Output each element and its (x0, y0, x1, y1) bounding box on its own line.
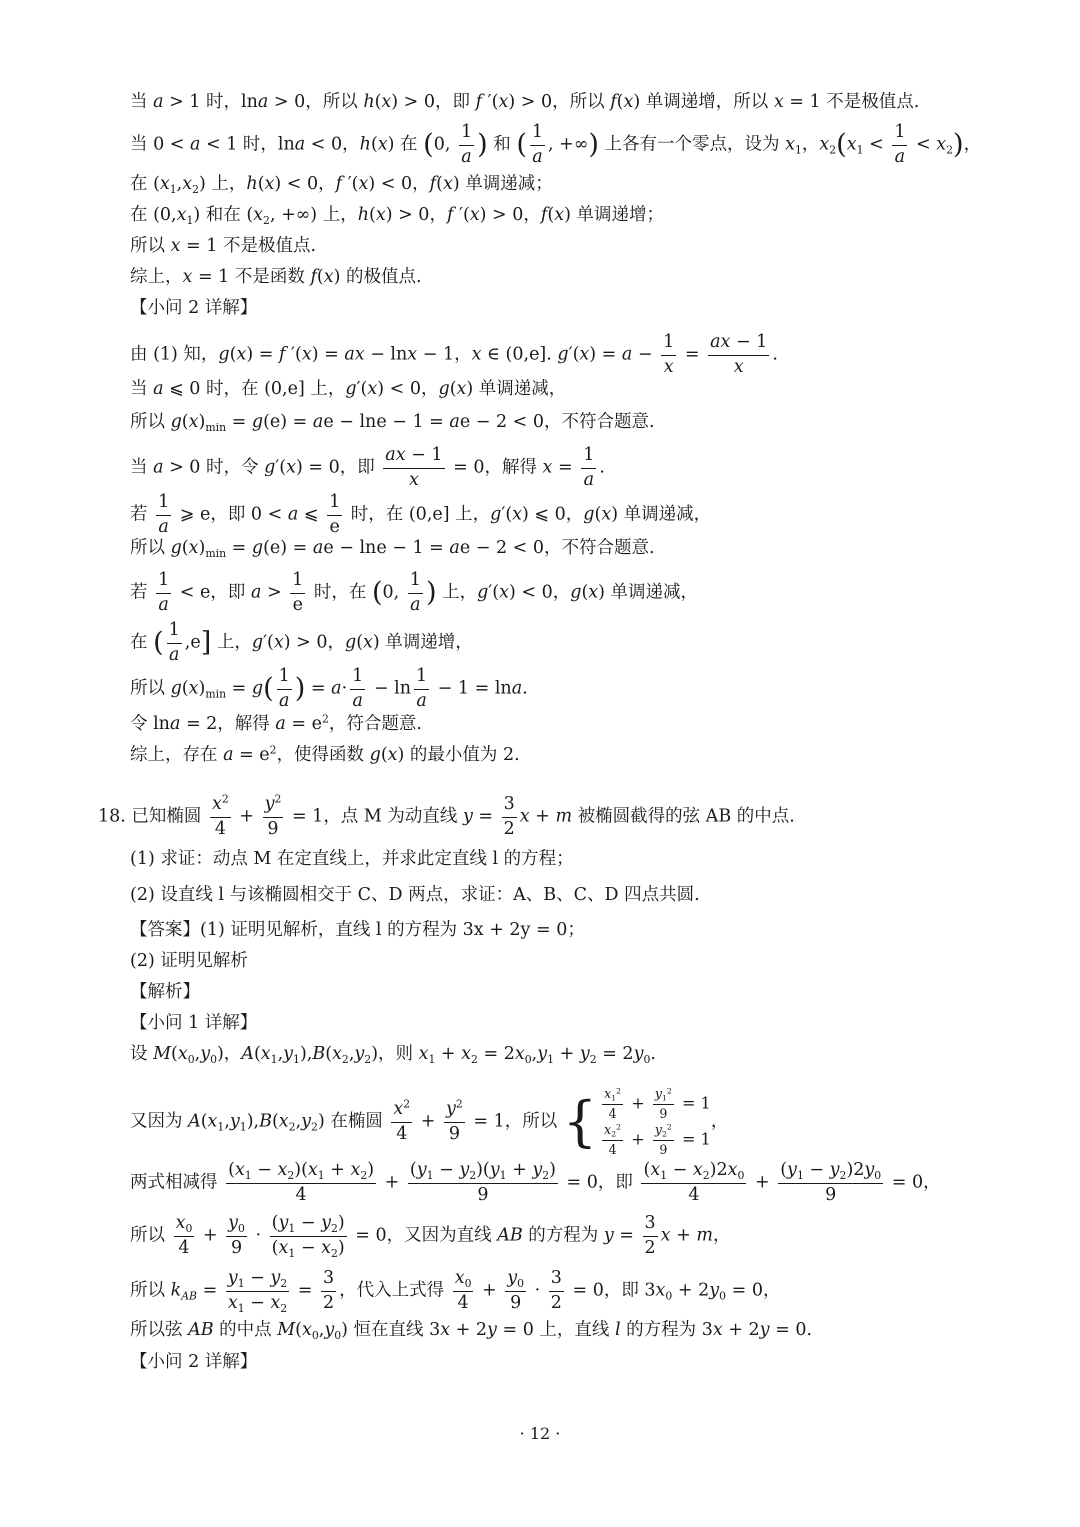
problem-stem-suffix: 被椭圆截得的弦 AB 的中点. (577, 806, 795, 827)
problem-number: 18. (98, 806, 126, 827)
answer-line-1: 【答案】(1) 证明见解析，直线 l 的方程为 3x + 2y = 0； (130, 920, 585, 940)
equation-system: { $\frac{x_1^2}{4}$ + $\frac{y_1^2}{9}$ = 1 $\frac{x_2^2}{4}$ + $\frac{y_2^2}{9}$ = 1 (562, 1086, 711, 1157)
problem-stem-prefix: 已知椭圆 (131, 806, 202, 827)
text-line: 当 a > 0 时，令 g′(x) = 0，即 $\frac{ax - 1}{x}$ = 0，解得 x = $\frac{1}{a}$ . (130, 445, 605, 490)
problem-18-stem: 18. 已知椭圆 $\frac{x^2}{4}$ + $\frac{y^2}{9}$ = 1，点 M 为动直线 y = $\frac{3}{2}$ x + m 被椭圆截得的弦 AB 的中点. (98, 792, 795, 839)
section-header: 【解析】 (130, 982, 200, 1002)
text-line: 在 $(x_1,x_2)$ 上，h(x) < 0，f ′(x) < 0，f(x) 单调递减； (130, 174, 553, 196)
page-number: · 12 · (519, 1424, 561, 1443)
text-line: 综上，x = 1 不是函数 f(x) 的极值点. (130, 267, 422, 287)
text-line: 又因为 $A(x_1,y_1),B(x_2,y_2)$ 在椭圆 $\frac{x^2}{4}$ + $\frac{y^2}{9}$ = 1，所以 { $\frac{x_1^2}{4}$ + $\frac{y_1^2}{9}$ = 1 $\frac{x_2^2}{4}$ + $\frac{y_2^2}{9}$ = 1 ， (130, 1086, 729, 1157)
text-line: 在 ( $\frac{1}{a}$ ,e] 上，g′(x) > 0，g(x) 单调递增， (130, 620, 473, 665)
text-line: 所以 $g(x)_{min} = g$( $\frac{1}{a}$ ) = a· $\frac{1}{a}$ − ln $\frac{1}{a}$ − 1 = lna. (130, 666, 528, 711)
text-line: 若 $\frac{1}{a}$ ⩾ e，即 0 < a ⩽ $\frac{1}{e}$ 时，在 (0,e] 上，g′(x) ⩽ 0，g(x) 单调递减， (130, 492, 712, 537)
text-line: 所以 $g(x)_{min} = g(e)$ = ae − lne − 1 = ae − 2 < 0，不符合题意. (130, 538, 655, 560)
problem-part-2: (2) 设直线 l 与该椭圆相交于 C、D 两点，求证：A、B、C、D 四点共圆. (130, 885, 700, 905)
text-line: 综上，存在 $a = e^2$，使得函数 g(x) 的最小值为 2. (130, 743, 520, 765)
text-line: 若 $\frac{1}{a}$ < e，即 a > $\frac{1}{e}$ 时，在 (0, $\frac{1}{a}$ ) 上，g′(x) < 0，g(x) 单调递减， (130, 570, 699, 615)
text-line: 令 lna = 2，解得 $a = e^2$，符合题意. (130, 712, 422, 734)
text-line: 所以 $g(x)_{min} = g(e)$ = ae − lne − 1 = ae − 2 < 0，不符合题意. (130, 412, 655, 434)
section-header: 【小问 2 详解】 (130, 298, 258, 318)
section-header: 【小问 2 详解】 (130, 1352, 258, 1372)
text-line: 两式相减得 $\frac{(x_1 - x_2)(x_1 + x_2)}{4}$ + $\frac{(y_1 - y_2)(y_1 + y_2)}{9}$ = 0，即 $\frac{(x_1 - x_2)2x_0}{4}$ + $\frac{(y_1 - y_2)2y_0}{9}$ = 0， (130, 1160, 941, 1205)
answer-line-2: (2) 证明见解析 (130, 951, 248, 971)
text-line: 当 a > 1 时，lna > 0，所以 h(x) > 0，即 f ′(x) > 0，所以 f(x) 单调递增，所以 x = 1 不是极值点. (130, 92, 920, 112)
problem-part-1: (1) 求证：动点 M 在定直线上，并求此定直线 l 的方程； (130, 849, 574, 869)
section-header: 【小问 1 详解】 (130, 1013, 258, 1033)
text-line: 在 $(0,x_1)$ 和在 ($x_2$, +∞) 上，h(x) > 0，f ′(x) > 0，f(x) 单调递增； (130, 205, 664, 227)
text-line: 由 (1) 知，g(x) = f ′(x) = ax − lnx − 1，x ∈ (0,e]. g′(x) = a − $\frac{1}{x}$ = $\frac{ax - 1}{x}$ . (130, 332, 778, 377)
text-line: 所以 x = 1 不是极值点. (130, 236, 317, 256)
text-line: 当 0 < a < 1 时，lna < 0，h(x) 在 (0, $\frac{1}{a}$ ) 和 ( $\frac{1}{a}$ , +∞) 上各有一个零点，设为 $x_1$，$x_2(x_1$ < $\frac{1}{a}$ < $x_2$)， (130, 122, 982, 167)
text-line: 所以弦 AB 的中点 $M(x_0,y_0)$ 恒在直线 3x + 2y = 0 上，直线 l 的方程为 3x + 2y = 0. (130, 1320, 813, 1342)
text-line: 所以 $k_{AB}$ = $\frac{y_1 - y_2}{x_1 - x_2}$ = $\frac{3}{2}$ ，代入上式得 $\frac{x_0}{4}$ + $\frac{y_0}{9}$ · $\frac{3}{2}$ = 0，即 $3x_0 + 2y_0 = 0$， (130, 1268, 781, 1315)
text-line: 当 a ⩽ 0 时，在 (0,e] 上，g′(x) < 0，g(x) 单调递减， (130, 379, 567, 399)
problem-stem-mid: ，点 M 为动直线 (323, 806, 458, 827)
text-line: 设 $M(x_0,y_0)$，$A(x_1,y_1),B(x_2,y_2)$，则 $x_1 + x_2 = 2x_0,y_1 + y_2 = 2y_0$. (130, 1044, 656, 1066)
text-line: 所以 $\frac{x_0}{4}$ + $\frac{y_0}{9}$ · $\frac{(y_1 - y_2)}{(x_1 - x_2)}$ = 0，又因为直线 AB 的方程为 y = $\frac{3}{2}$ x + m， (130, 1213, 731, 1260)
